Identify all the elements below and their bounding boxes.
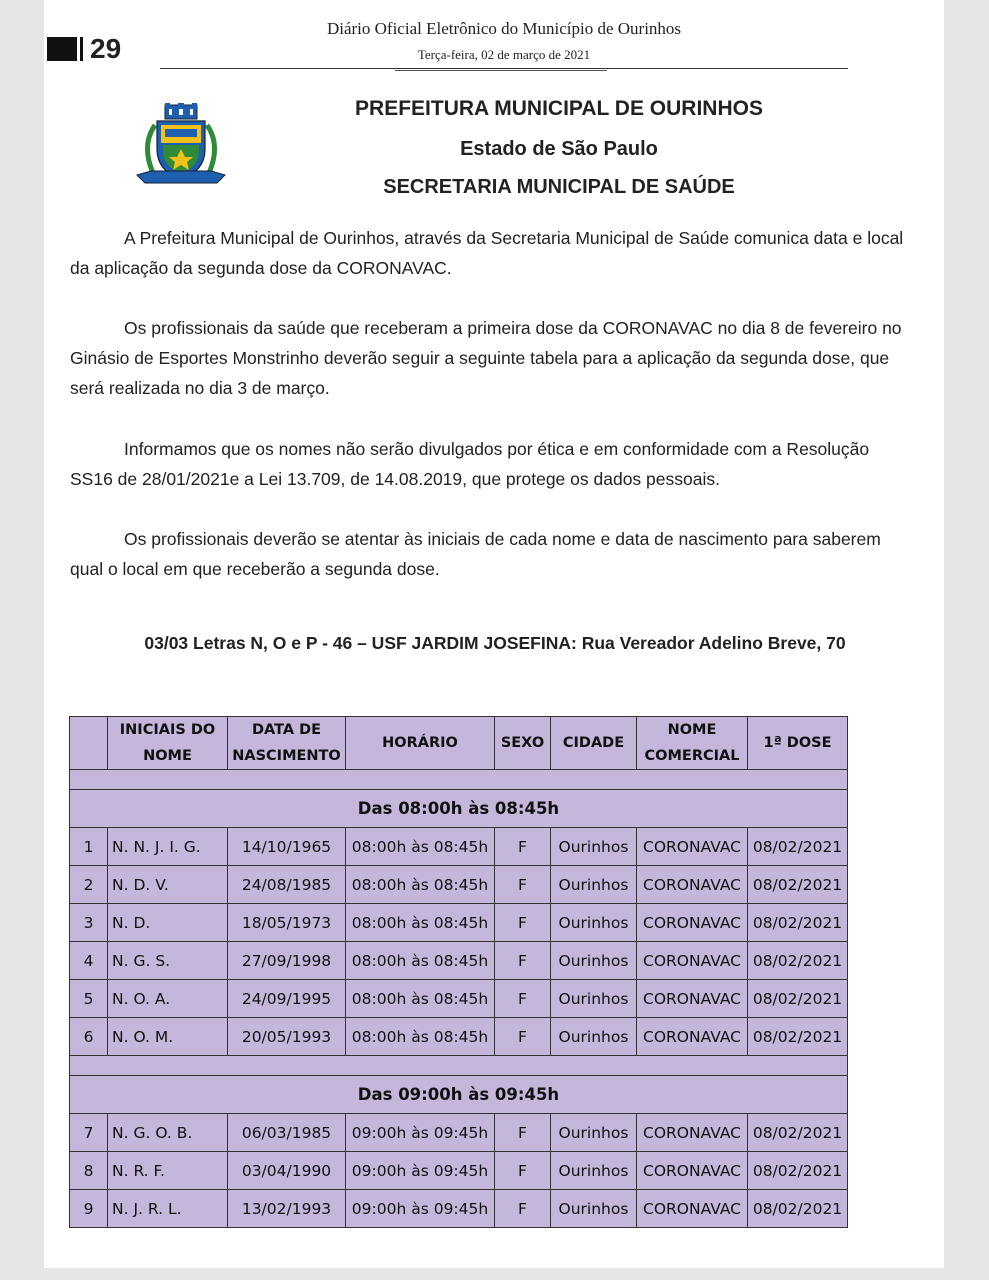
row-birthdate: 06/03/1985 <box>228 1114 346 1152</box>
table-row <box>70 980 848 1018</box>
row-initials: N. G. S. <box>108 942 228 980</box>
org-secretaria: SECRETARIA MUNICIPAL DE SAÚDE <box>383 176 735 198</box>
header-birthdate: DATA DE NASCIMENTO <box>228 717 346 770</box>
row-birthdate: 14/10/1965 <box>228 828 346 866</box>
paragraph-announcement <box>70 223 920 283</box>
paragraph-line: será realizada no dia 3 de março. <box>70 378 330 398</box>
row-birthdate: 27/09/1998 <box>228 942 346 980</box>
header-divider-bar <box>80 37 83 61</box>
table-group-row <box>70 790 848 828</box>
row-index: 9 <box>70 1190 108 1228</box>
paragraph-line: da aplicação da segunda dose da CORONAVAC. <box>70 258 452 278</box>
row-time: 08:00h às 08:45h <box>346 1018 495 1056</box>
row-city: Ourinhos <box>551 980 637 1018</box>
row-time: 08:00h às 08:45h <box>346 904 495 942</box>
row-city: Ourinhos <box>551 1018 637 1056</box>
row-index: 5 <box>70 980 108 1018</box>
header-rule <box>160 68 848 69</box>
paragraph-privacy <box>70 434 920 494</box>
table-row <box>70 828 848 866</box>
header-brand: NOME COMERCIAL <box>637 717 748 770</box>
row-initials: N. O. M. <box>108 1018 228 1056</box>
row-sex: F <box>495 1114 551 1152</box>
table-row <box>70 1114 848 1152</box>
row-sex: F <box>495 1190 551 1228</box>
row-time: 09:00h às 09:45h <box>346 1114 495 1152</box>
journal-date: Terça-feira, 02 de março de 2021 <box>417 47 591 62</box>
row-index: 2 <box>70 866 108 904</box>
row-city: Ourinhos <box>551 1114 637 1152</box>
paragraph-instructions <box>70 313 920 403</box>
row-index: 1 <box>70 828 108 866</box>
page-number: 29 <box>90 33 122 64</box>
table-spacer-row <box>70 770 848 790</box>
row-first-dose: 08/02/2021 <box>748 942 848 980</box>
row-first-dose: 08/02/2021 <box>748 1018 848 1056</box>
header-city: CIDADE <box>551 717 637 770</box>
row-index: 6 <box>70 1018 108 1056</box>
row-sex: F <box>495 980 551 1018</box>
row-first-dose: 08/02/2021 <box>748 980 848 1018</box>
row-first-dose: 08/02/2021 <box>748 866 848 904</box>
table-group-row <box>70 1076 848 1114</box>
date-underline <box>395 70 607 71</box>
paragraph-line: Informamos que os nomes não serão divulgados por ética e em conformidade com a Resolução <box>124 439 870 459</box>
header-black-block <box>47 37 77 61</box>
row-time: 09:00h às 09:45h <box>346 1190 495 1228</box>
row-time: 09:00h às 09:45h <box>346 1152 495 1190</box>
row-time: 08:00h às 08:45h <box>346 942 495 980</box>
table-header-row <box>70 717 848 770</box>
row-city: Ourinhos <box>551 904 637 942</box>
paragraph-line: Ginásio de Esportes Monstrinho deverão seguir a seguinte tabela para a aplicação da segunda dose, que <box>70 348 890 368</box>
row-birthdate: 24/09/1995 <box>228 980 346 1018</box>
row-index: 7 <box>70 1114 108 1152</box>
group-label: Das 08:00h às 08:45h <box>70 790 848 828</box>
row-index: 3 <box>70 904 108 942</box>
header-first-dose: 1ª DOSE <box>748 717 848 770</box>
table-row <box>70 866 848 904</box>
row-birthdate: 24/08/1985 <box>228 866 346 904</box>
paragraph-line: Os profissionais deverão se atentar às iniciais de cada nome e data de nascimento para saberem <box>124 529 881 549</box>
row-first-dose: 08/02/2021 <box>748 828 848 866</box>
row-first-dose: 08/02/2021 <box>748 1114 848 1152</box>
spacer-cell <box>70 770 848 790</box>
paragraph-line: qual o local em que receberão a segunda dose. <box>70 559 440 579</box>
row-brand: CORONAVAC <box>637 1018 748 1056</box>
location-subtitle: 03/03 Letras N, O e P - 46 – USF JARDIM JOSEFINA: Rua Vereador Adelino Breve, 70 <box>144 633 846 653</box>
row-sex: F <box>495 904 551 942</box>
row-first-dose: 08/02/2021 <box>748 1152 848 1190</box>
header-index <box>70 717 108 770</box>
row-birthdate: 13/02/1993 <box>228 1190 346 1228</box>
municipal-coat-of-arms-icon <box>133 101 229 193</box>
header-initials: INICIAIS DO NOME <box>108 717 228 770</box>
table-row <box>70 1190 848 1228</box>
row-city: Ourinhos <box>551 942 637 980</box>
row-initials: N. N. J. I. G. <box>108 828 228 866</box>
row-sex: F <box>495 828 551 866</box>
header-time: HORÁRIO <box>346 717 495 770</box>
org-estado: Estado de São Paulo <box>460 138 658 160</box>
group-label: Das 09:00h às 09:45h <box>70 1076 848 1114</box>
row-city: Ourinhos <box>551 1190 637 1228</box>
row-brand: CORONAVAC <box>637 942 748 980</box>
table-spacer-row <box>70 1056 848 1076</box>
paragraph-guidance <box>70 524 920 584</box>
row-city: Ourinhos <box>551 828 637 866</box>
row-brand: CORONAVAC <box>637 1190 748 1228</box>
row-initials: N. G. O. B. <box>108 1114 228 1152</box>
row-initials: N. J. R. L. <box>108 1190 228 1228</box>
row-brand: CORONAVAC <box>637 1152 748 1190</box>
row-index: 8 <box>70 1152 108 1190</box>
row-index: 4 <box>70 942 108 980</box>
row-time: 08:00h às 08:45h <box>346 828 495 866</box>
row-city: Ourinhos <box>551 866 637 904</box>
row-sex: F <box>495 1152 551 1190</box>
row-birthdate: 20/05/1993 <box>228 1018 346 1056</box>
spacer-cell <box>70 1056 848 1076</box>
paragraph-line: SS16 de 28/01/2021e a Lei 13.709, de 14.08.2019, que protege os dados pessoais. <box>70 469 720 489</box>
row-birthdate: 18/05/1973 <box>228 904 346 942</box>
row-sex: F <box>495 866 551 904</box>
table-row <box>70 1018 848 1056</box>
row-brand: CORONAVAC <box>637 866 748 904</box>
row-brand: CORONAVAC <box>637 980 748 1018</box>
table-row <box>70 942 848 980</box>
row-brand: CORONAVAC <box>637 1114 748 1152</box>
row-birthdate: 03/04/1990 <box>228 1152 346 1190</box>
row-first-dose: 08/02/2021 <box>748 904 848 942</box>
row-initials: N. D. V. <box>108 866 228 904</box>
row-initials: N. R. F. <box>108 1152 228 1190</box>
header-sex: SEXO <box>495 717 551 770</box>
vaccination-schedule-table <box>69 716 848 1228</box>
row-initials: N. O. A. <box>108 980 228 1018</box>
table-row <box>70 1152 848 1190</box>
journal-title: Diário Oficial Eletrônico do Município de Ourinhos <box>326 19 682 38</box>
row-time: 08:00h às 08:45h <box>346 980 495 1018</box>
row-city: Ourinhos <box>551 1152 637 1190</box>
org-prefeitura: PREFEITURA MUNICIPAL DE OURINHOS <box>355 97 763 120</box>
row-brand: CORONAVAC <box>637 828 748 866</box>
table-row <box>70 904 848 942</box>
row-time: 08:00h às 08:45h <box>346 866 495 904</box>
row-first-dose: 08/02/2021 <box>748 1190 848 1228</box>
row-initials: N. D. <box>108 904 228 942</box>
row-sex: F <box>495 942 551 980</box>
row-sex: F <box>495 1018 551 1056</box>
row-brand: CORONAVAC <box>637 904 748 942</box>
paragraph-line: A Prefeitura Municipal de Ourinhos, através da Secretaria Municipal de Saúde comunica data e local <box>124 228 904 248</box>
paragraph-line: Os profissionais da saúde que receberam a primeira dose da CORONAVAC no dia 8 de fevereiro no <box>124 318 902 338</box>
